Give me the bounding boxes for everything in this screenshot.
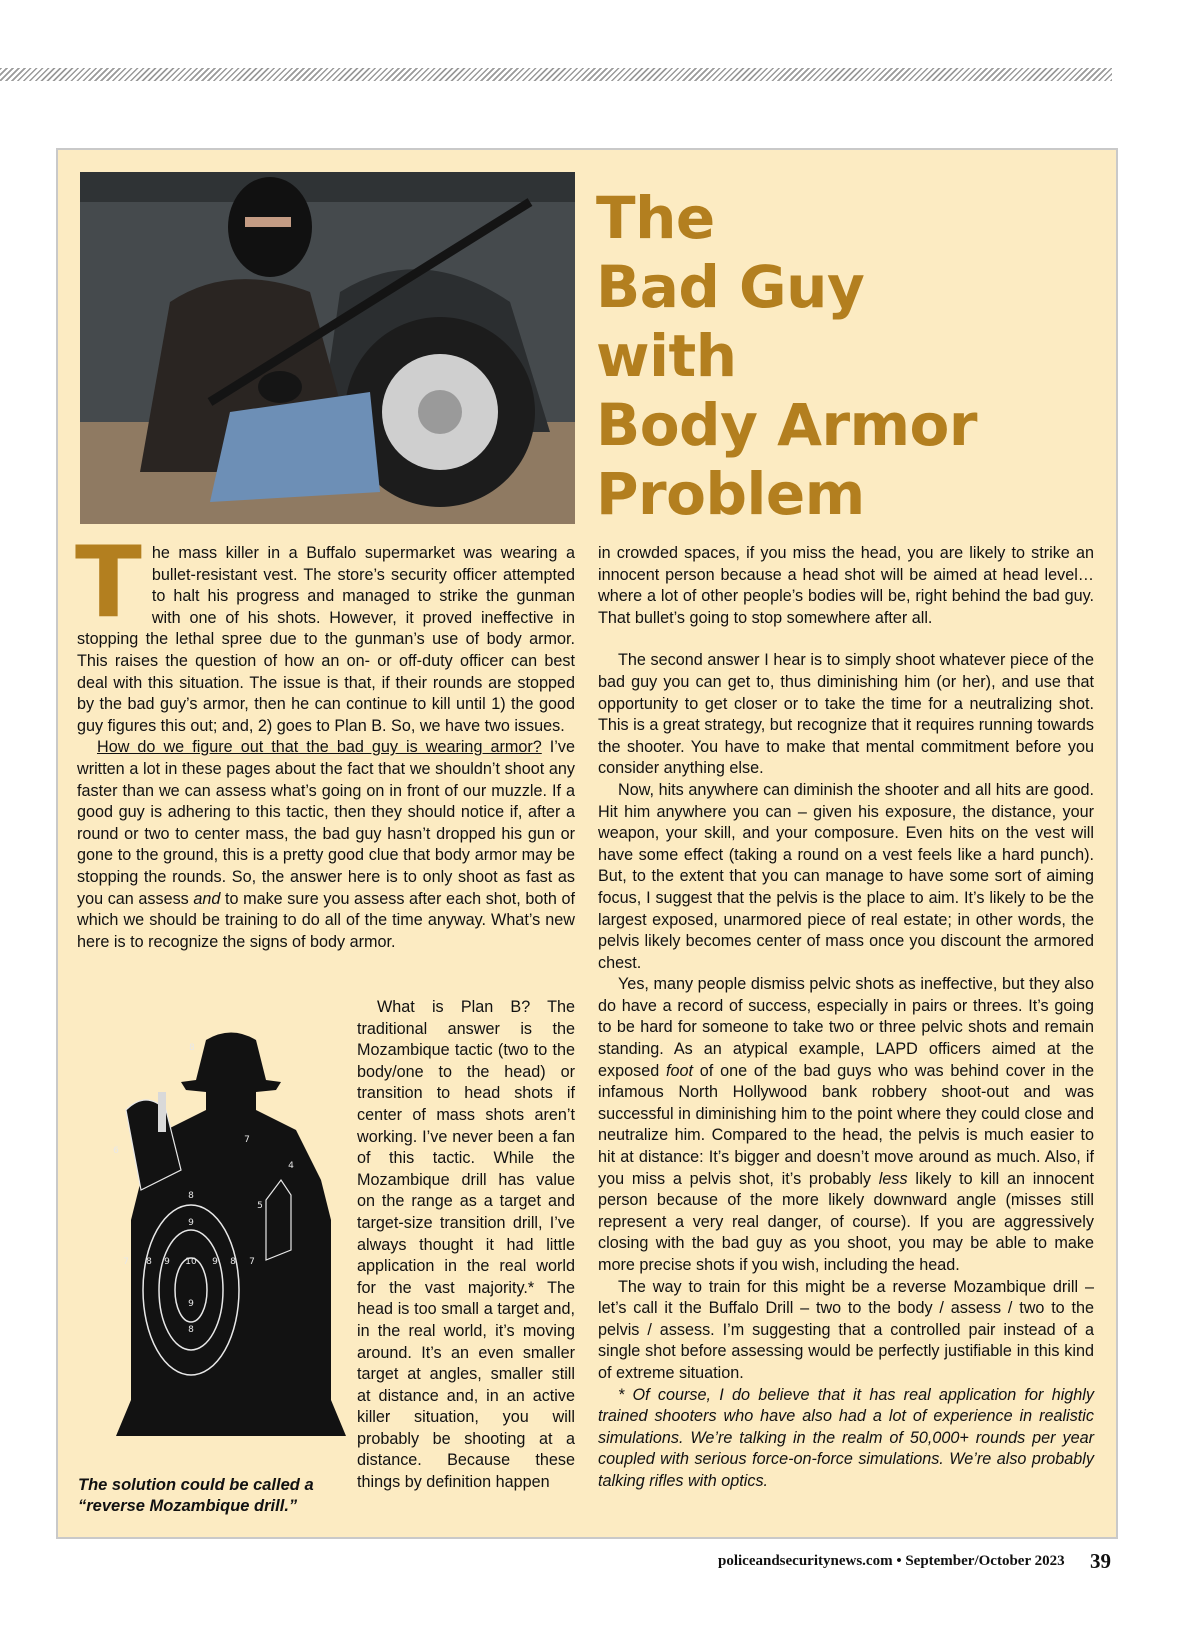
target-score-6: 9 [188,1218,194,1228]
paragraph-crowded: in crowded spaces, if you miss the head, you are likely to strike an innocent person because a head shot will be aimed at head level…where a lot of other people’s bodies will be, right behind the bad guy. That bullet’s going to stop somewhere after all. [598,544,1094,627]
target-score-13: 8 [230,1257,236,1267]
pelvic-italic-foot: foot [666,1061,694,1080]
target-score-12: 9 [212,1257,218,1267]
target-score-5: 8 [188,1191,194,1201]
pelvic-text-a: Yes, many people dismiss pelvic shots as ineffective, but they also do have a record of success, especially in pairs or threes. It’s going to be hard for someone to take two or three pelvic shots and remain standing. As an atypical example, LAPD officers aimed at the exposed [598,975,1094,1080]
target-score-2: 6 [113,1146,119,1156]
top-hatch-bar [0,68,1112,81]
headline-line-4: Body Armor [596,391,977,459]
target-score-16: 8 [188,1325,194,1335]
armor-text-b: to make sure you assess after each shot, both of which we should be training to do all of the time anyway. What’s new here is to recognize the signs of body armor. [77,889,575,951]
article-column-2 [598,543,1094,1493]
paragraph-buffalo-drill: The way to train for this might be a reverse Mozambique drill – let’s call it the Buffalo Drill – two to the body / assess / two to the pelvis / assess. I’m suggesting that a controlled pair instead of a single shot before assessing would be perfectly justifiable in this kind of extreme situation. [598,1277,1094,1382]
paragraph-second-answer: The second answer I hear is to simply shoot whatever piece of the bad guy you can get to, thus diminishing him (or her), and use that opportunity to get closer or to take the time for a neutralizing shot. This is a great strategy, but recognize that it requires running towards the shooter. You have to make that mental commitment before you consider anything else. [598,651,1094,778]
page-number: 39 [1090,1549,1111,1573]
image-caption: The solution could be called a “reverse Mozambique drill.” [78,1476,314,1515]
headline-line-2: Bad Guy [596,253,865,321]
target-score-10: 9 [164,1257,170,1267]
target-score-15: 9 [188,1299,194,1309]
target-score-11: 10 [185,1257,197,1267]
pelvic-text-b: of one of the bad guys who was behind cover in the infamous North Hollywood bank robbery shoot-out and was successful in diminishing him to the point where they could close and neutralize him. Compared to the head, the pelvis is much easier to hit at distance: It’s bigger and doesn’t move around as much. Also, if you miss a pelvis shot, it’s probably [598,1061,1094,1188]
target-score-9: 8 [146,1257,152,1267]
silhouette-target-image [106,1020,356,1436]
target-score-7: 5 [257,1201,263,1211]
target-score-14: 7 [249,1257,255,1267]
article-column-1-wrap [357,997,575,1494]
paragraph-intro [75,526,575,737]
paragraph-pelvic-shots [598,974,1094,1276]
intro-text: he mass killer in a Buffalo supermarket was wearing a bullet-resistant vest. The store’s security officer attempted to halt his progress and managed to strike the gunman with one of his shots. However, it proved ineffective in stopping the lethal spree due to the gunman’s use of body armor. This raises the question of how an on- or off-duty officer can best deal with this situation. The issue is that, if their rounds are stopped by the bad guy’s armor, then he can continue to kill until 1) the good guy figures this out; and, 2) goes to Plan B. So, we have two issues. [77,544,575,735]
target-score-8: 7 [123,1257,129,1267]
paragraph-plan-b: What is Plan B? The traditional answer is the Mozambique tactic (two to the body/one to the head) or transition to head shots if center of mass shots aren’t working. I’ve never been a fan of this tactic. While the Mozambique drill has value on the range as a target and target-size transition drill, I’ve always thought it had little application in the real world for the vast majority.* The head is too small a target and, in the real world, it’s moving around. It’s an even smaller target at angles, smaller still at distance and, in an active killer situation, you will probably be shooting at a distance. Because these things by definition happen [357,998,575,1492]
article-column-1 [75,526,575,953]
paragraph-armor-question [77,737,575,953]
armor-text-a: I’ve written a lot in these pages about the fact that we shouldn’t shoot any faster than we can assess what’s going on in front of our muzzle. If a good guy is adhering to this tactic, then they should notice if, after a round or two to center mass, the bad guy hasn’t dropped his gun or gone to the ground, this is a pretty good clue that body armor may be stopping the rounds. So, the answer here is to only shoot as fast as you can assess [77,738,575,908]
photo-masked-gunman [80,172,575,524]
footer-site-date: policeandsecuritynews.com • September/October 2023 [718,1553,1065,1569]
headline-line-5: Problem [596,460,865,528]
target-score-3: 7 [244,1135,250,1145]
paragraph-hits-anywhere: Now, hits anywhere can diminish the shooter and all hits are good. Hit him anywhere you can – given his exposure, the distance, your weapon, your skill, and your composure. Even hits on the vest will have some effect (taking a round on a vest feels like a hard punch). But, to the extent that you can manage to have some sort of aiming focus, I suggest that the pelvis is the place to aim. It’s likely to be the largest exposed, unarmored piece of real estate; in other words, the pelvis likely becomes center of mass once you discount the armored chest. [598,780,1094,972]
armor-question-underlined: How do we figure out that the bad guy is wearing armor? [97,738,542,757]
headline-line-1: The [596,184,715,252]
drop-cap: T [75,526,142,640]
footnote: * Of course, I do believe that it has real application for highly trained shooters who have also had a lot of experience in realistic simulations. We’re talking in the realm of 50,000+ rounds per year coupled with serious force-on-force simulations. We’re also probably talking rifles with optics. [598,1385,1094,1490]
target-score-4: 4 [288,1161,294,1171]
armor-text-italic: and [193,889,221,908]
headline [596,184,1106,529]
headline-line-3: with [596,322,737,390]
pelvic-italic-less: less [878,1169,908,1188]
target-score-1: 8 [189,1043,195,1053]
pelvic-text-c: likely to kill an innocent person because of the more likely downward angle (misses still represent a very real danger, of course). If you are aggressively closing with the bad guy as you shoot, you may be able to make more precise shots if you wish, including the head. [598,1169,1094,1274]
